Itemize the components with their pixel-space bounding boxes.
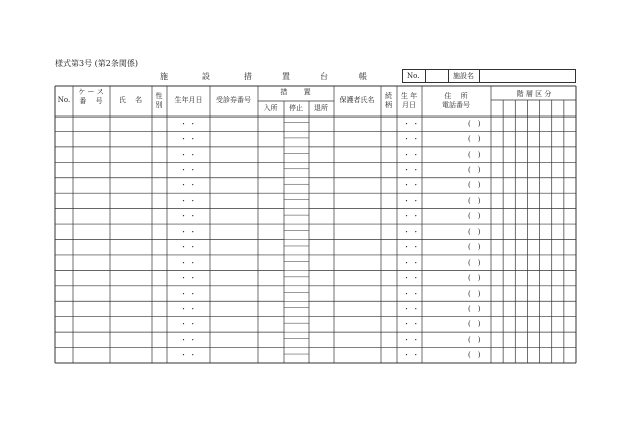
header-sex-line2: 別 — [155, 101, 163, 109]
title-char: 置 — [282, 72, 290, 81]
phone-parens: ( ) — [468, 243, 481, 252]
header-class: 階 層 区 分 — [516, 90, 552, 98]
header-guardian: 保護者氏名 — [339, 96, 375, 104]
birthdate-dots: ・ ・ — [180, 181, 197, 190]
header-measure: 措 置 — [280, 88, 311, 96]
header-sex-line1: 性 — [155, 92, 163, 100]
header-birthdate: 生年月日 — [174, 96, 203, 104]
birthdate-dots: ・ ・ — [180, 351, 197, 360]
header-suspension: 停止 — [289, 104, 303, 112]
phone-parens: ( ) — [468, 304, 481, 313]
title-char: 措 — [244, 72, 252, 81]
header-address-line2: 電話番号 — [442, 101, 470, 109]
header-case-number — [73, 88, 109, 106]
birthdate-dots: ・ ・ — [180, 274, 197, 283]
phone-parens: ( ) — [468, 320, 481, 329]
header-gbirth-line2: 月日 — [402, 101, 416, 109]
title-char: 設 — [202, 72, 210, 81]
facility-label: 施設名 — [453, 72, 474, 80]
phone-parens: ( ) — [468, 351, 481, 360]
birthdate-dots: ・ ・ — [180, 212, 197, 221]
birthdate-dots: ・ ・ — [180, 166, 197, 175]
birthdate-dots: ・ ・ — [180, 243, 197, 252]
phone-parens: ( ) — [468, 196, 481, 205]
phone-parens: ( ) — [468, 135, 481, 144]
phone-parens: ( ) — [468, 119, 481, 128]
birthdate-dots: ・ ・ — [180, 119, 197, 128]
header-address — [422, 92, 490, 110]
guardian-birthdate-dots: ・ ・ — [403, 274, 420, 283]
phone-parens: ( ) — [468, 212, 481, 221]
header-case-line1: ケ ー ス — [78, 88, 104, 96]
header-guardian-birthdate — [397, 92, 421, 110]
header-relation — [381, 92, 396, 110]
birthdate-dots: ・ ・ — [180, 135, 197, 144]
phone-parens: ( ) — [468, 258, 481, 267]
guardian-birthdate-dots: ・ ・ — [403, 335, 420, 344]
guardian-birthdate-dots: ・ ・ — [403, 181, 420, 190]
guardian-birthdate-dots: ・ ・ — [403, 227, 420, 236]
phone-parens: ( ) — [468, 274, 481, 283]
phone-parens: ( ) — [468, 181, 481, 190]
guardian-birthdate-dots: ・ ・ — [403, 196, 420, 205]
guardian-birthdate-dots: ・ ・ — [403, 258, 420, 267]
header-address-line1: 住 所 — [444, 92, 468, 100]
title-char: 帳 — [359, 72, 367, 81]
header-name: 氏 名 — [118, 96, 143, 104]
header-case-line2: 番 号 — [79, 97, 103, 105]
phone-parens: ( ) — [468, 166, 481, 175]
guardian-birthdate-dots: ・ ・ — [403, 119, 420, 128]
guardian-birthdate-dots: ・ ・ — [403, 320, 420, 329]
title-char: 施 — [160, 72, 168, 81]
birthdate-dots: ・ ・ — [180, 304, 197, 313]
phone-parens: ( ) — [468, 289, 481, 298]
header-admission: 入所 — [263, 104, 278, 112]
guardian-birthdate-dots: ・ ・ — [403, 150, 420, 159]
phone-parens: ( ) — [468, 335, 481, 344]
header-gbirth-line1: 生 年 — [400, 92, 418, 100]
guardian-birthdate-dots: ・ ・ — [403, 135, 420, 144]
birthdate-dots: ・ ・ — [180, 320, 197, 329]
birthdate-dots: ・ ・ — [180, 227, 197, 236]
guardian-birthdate-dots: ・ ・ — [403, 212, 420, 221]
phone-parens: ( ) — [468, 227, 481, 236]
header-discharge: 退所 — [314, 104, 328, 112]
header-cert-number: 受診券番号 — [216, 96, 251, 104]
phone-parens: ( ) — [468, 150, 481, 159]
header-no: No. — [57, 96, 71, 104]
guardian-birthdate-dots: ・ ・ — [403, 166, 420, 175]
header-relation-line2: 柄 — [385, 101, 392, 109]
birthdate-dots: ・ ・ — [180, 258, 197, 267]
header-relation-line1: 続 — [385, 92, 392, 100]
birthdate-dots: ・ ・ — [180, 196, 197, 205]
no-label: No. — [407, 72, 420, 80]
birthdate-dots: ・ ・ — [180, 150, 197, 159]
title-char: 台 — [320, 72, 328, 81]
birthdate-dots: ・ ・ — [180, 335, 197, 344]
birthdate-dots: ・ ・ — [180, 289, 197, 298]
guardian-birthdate-dots: ・ ・ — [403, 243, 420, 252]
header-sex — [152, 92, 166, 110]
form-number: 様式第3号 (第2条関係) — [55, 59, 138, 68]
guardian-birthdate-dots: ・ ・ — [403, 289, 420, 298]
guardian-birthdate-dots: ・ ・ — [403, 304, 420, 313]
guardian-birthdate-dots: ・ ・ — [403, 351, 420, 360]
